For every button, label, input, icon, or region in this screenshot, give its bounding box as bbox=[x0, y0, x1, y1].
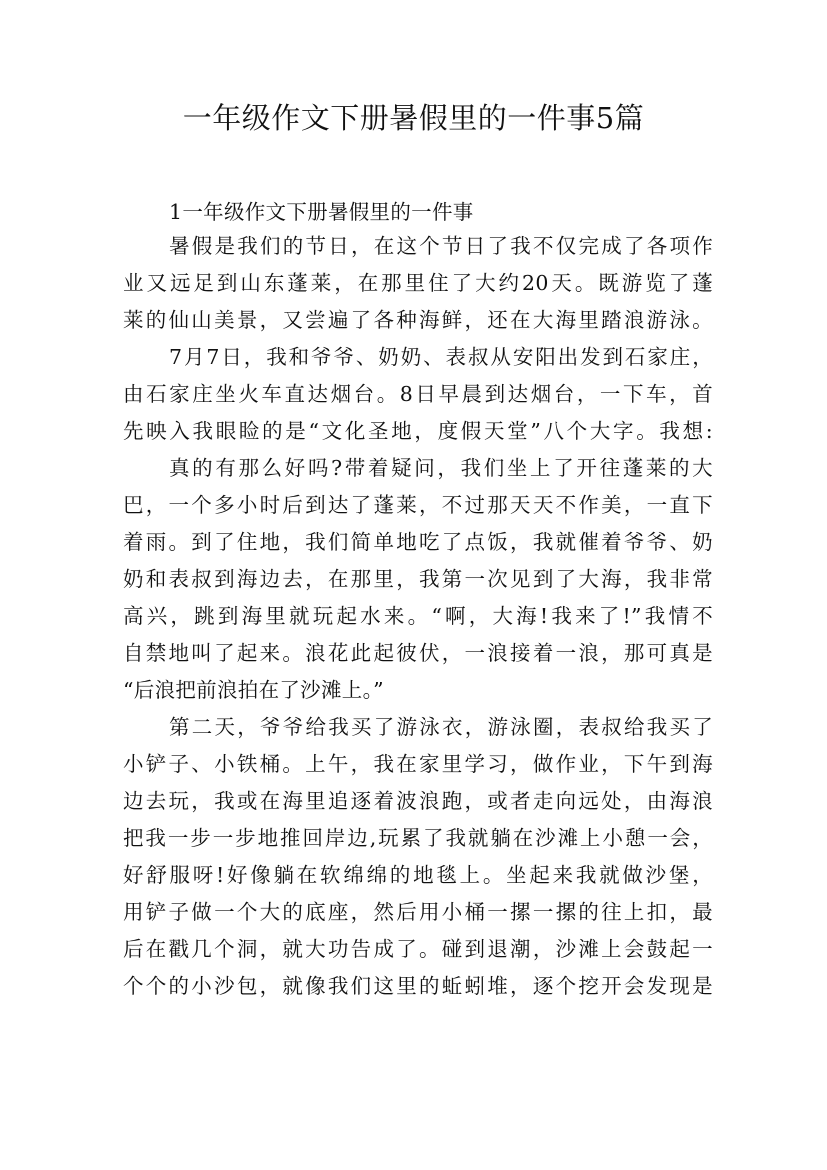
text-line: 巴，一个多小时后到达了蓬莱，不过那天天不作美，一直下 bbox=[123, 493, 713, 517]
text-line: 把我一步一步地推回岸边,玩累了我就躺在沙滩上小憩一会， bbox=[123, 826, 713, 850]
text-line: 边去玩，我或在海里追逐着波浪跑，或者走向远处，由海浪 bbox=[123, 789, 713, 813]
text-line: 自禁地叫了起来。浪花此起彼伏，一浪接着一浪，那可真是 bbox=[123, 641, 713, 665]
text-line: 好舒服呀!好像躺在软绵绵的地毯上。坐起来我就做沙堡， bbox=[123, 863, 713, 887]
text-line: 莱的仙山美景，又尝遍了各种海鲜，还在大海里踏浪游泳。 bbox=[123, 308, 713, 332]
text-line: “后浪把前浪拍在了沙滩上。” bbox=[123, 678, 384, 702]
text-line: 业又远足到山东蓬莱，在那里住了大约20天。既游览了蓬 bbox=[123, 271, 713, 295]
text-line: 着雨。到了住地，我们简单地吃了点饭，我就催着爷爷、奶 bbox=[123, 530, 713, 554]
essay-heading: 1一年级作文下册暑假里的一件事 bbox=[169, 200, 474, 224]
text-line: 第二天，爷爷给我买了游泳衣，游泳圈，表叔给我买了 bbox=[169, 715, 713, 739]
text-line: 真的有那么好吗?带着疑问，我们坐上了开往蓬莱的大 bbox=[169, 456, 713, 480]
text-line: 奶和表叔到海边去，在那里，我第一次见到了大海，我非常 bbox=[123, 567, 713, 591]
text-line: 高兴，跳到海里就玩起水来。“啊，大海!我来了!”我情不 bbox=[123, 604, 713, 628]
text-line: 由石家庄坐火车直达烟台。8日早晨到达烟台，一下车，首 bbox=[123, 382, 713, 406]
text-line: 个个的小沙包，就像我们这里的蚯蚓堆，逐个挖开会发现是 bbox=[123, 974, 713, 998]
text-line: 后在戳几个洞，就大功告成了。碰到退潮，沙滩上会鼓起一 bbox=[123, 937, 713, 961]
essay-body bbox=[123, 196, 713, 1005]
text-line: 小铲子、小铁桶。上午，我在家里学习，做作业，下午到海 bbox=[123, 752, 713, 776]
text-line: 暑假是我们的节日，在这个节日了我不仅完成了各项作 bbox=[169, 234, 713, 258]
text-line: 用铲子做一个大的底座，然后用小桶一摞一摞的往上扣，最 bbox=[123, 900, 713, 924]
text-line: 先映入我眼睑的是“文化圣地，度假天堂”八个大字。我想: bbox=[123, 419, 713, 443]
text-line: 7月7日，我和爷爷、奶奶、表叔从安阳出发到石家庄， bbox=[169, 345, 713, 369]
page-title: 一年级作文下册暑假里的一件事5篇 bbox=[182, 101, 645, 135]
